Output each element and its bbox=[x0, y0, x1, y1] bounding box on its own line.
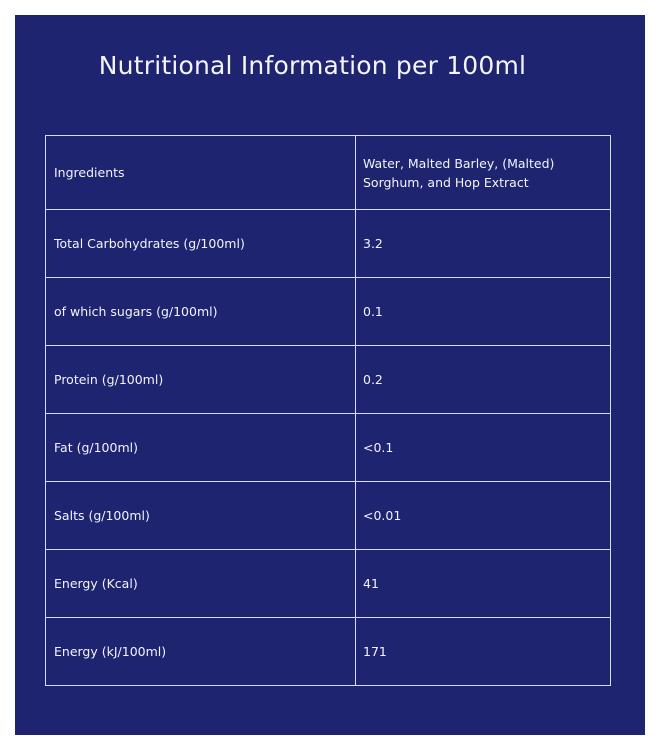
row-label: Fat (g/100ml) bbox=[46, 414, 356, 482]
table-row bbox=[46, 210, 611, 278]
row-label: of which sugars (g/100ml) bbox=[46, 278, 356, 346]
table-row bbox=[46, 414, 611, 482]
table-row bbox=[46, 482, 611, 550]
row-label: Salts (g/100ml) bbox=[46, 482, 356, 550]
table-row-ingredients bbox=[46, 136, 611, 210]
page-title: Nutritional Information per 100ml bbox=[98, 51, 527, 80]
nutrition-table bbox=[45, 135, 611, 686]
row-value: 3.2 bbox=[356, 210, 611, 278]
value-line: Water, Malted Barley, (Malted) bbox=[363, 155, 555, 171]
table-row bbox=[46, 618, 611, 686]
row-value: 0.1 bbox=[356, 278, 611, 346]
row-label: Total Carbohydrates (g/100ml) bbox=[46, 210, 356, 278]
row-label: Protein (g/100ml) bbox=[46, 346, 356, 414]
row-label: Ingredients bbox=[46, 136, 356, 210]
row-value: 171 bbox=[356, 618, 611, 686]
row-label: Energy (kJ/100ml) bbox=[46, 618, 356, 686]
table-row bbox=[46, 550, 611, 618]
nutrition-panel bbox=[15, 15, 645, 735]
value-line: Sorghum, and Hop Extract bbox=[363, 174, 529, 190]
row-value: <0.01 bbox=[356, 482, 611, 550]
row-value: 41 bbox=[356, 550, 611, 618]
row-value: <0.1 bbox=[356, 414, 611, 482]
row-value: 0.2 bbox=[356, 346, 611, 414]
table-row bbox=[46, 278, 611, 346]
row-value bbox=[356, 136, 611, 210]
table-row bbox=[46, 346, 611, 414]
row-label: Energy (Kcal) bbox=[46, 550, 356, 618]
